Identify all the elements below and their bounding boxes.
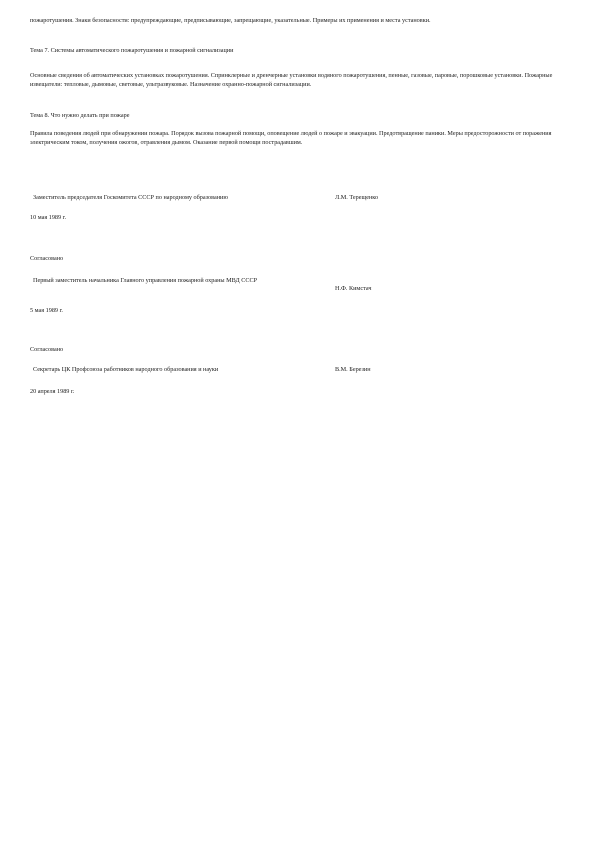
- topic8-body-paragraph: Правила поведения людей при обнаружении пожара. Порядок вызова пожарной помощи, оповещение людей о пожаре и эвакуации. Предотвращение паники. Меры предосторожности от поражения электрическим током, получения ожогов, отравления дымом. Оказание первой помощи пострадавшим.: [30, 130, 552, 147]
- signature-row-3: [30, 365, 565, 385]
- signatory-3-name: В.М. Березин: [335, 366, 371, 373]
- signatory-2-role: Первый заместитель начальника Главного управления пожарной охраны МВД СССР: [33, 277, 258, 284]
- signatory-2-name: Н.Ф. Кимстач: [335, 285, 372, 292]
- signature-3-date: 20 апреля 1989 г.: [30, 388, 75, 395]
- signatory-3-role: Секретарь ЦК Профсоюза работников народного образования и науки: [33, 366, 219, 373]
- signatory-1-name: Л.М. Терещенко: [335, 194, 379, 201]
- signature-1-date: 10 мая 1989 г.: [30, 214, 67, 221]
- topic7-body-paragraph: Основные сведения об автоматических установках пожаротушения. Спринклерные и дренчерные установки водяного пожаротушения, пенные, газовые, паровые, порошковые установки. Пожарные извещатели: тепловые, дымовые, световые, ультразвуковые. Назначение охранно-пожарной сигнализации.: [30, 72, 553, 89]
- topic7-title: Тема 7. Системы автоматического пожаротушения и пожарной сигнализации: [30, 47, 234, 54]
- signatory-1-role: Заместитель председателя Госкомитета СССР по народному образованию: [33, 194, 228, 201]
- approval-2-label: Согласовано: [30, 255, 64, 262]
- topic6-tail-paragraph: пожаротушения. Знаки безопасности: предупреждающие, предписывающие, запрещающие, указательные. Примеры их применения и места установки.: [30, 17, 431, 24]
- signature-2-date: 5 мая 1989 г.: [30, 307, 63, 314]
- signature-row-2: [30, 276, 565, 296]
- signature-row-1: [30, 193, 565, 213]
- topic8-title: Тема 8. Что нужно делать при пожаре: [30, 112, 130, 119]
- approval-3-label: Согласовано: [30, 346, 64, 353]
